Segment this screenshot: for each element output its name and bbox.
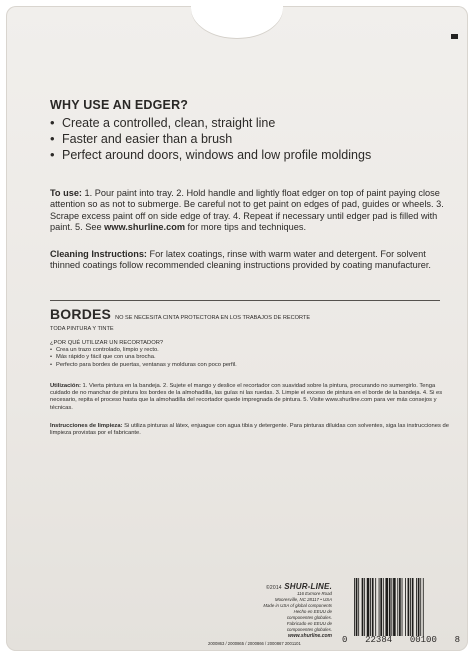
barcode-bar — [423, 578, 424, 636]
list-item: • Perfect around doors, windows and low profile moldings — [50, 147, 372, 162]
barcode-bar — [380, 578, 382, 636]
upc-barcode — [342, 578, 460, 650]
brand-logo — [262, 582, 332, 591]
brand-name: SHUR-LINE. — [284, 582, 332, 591]
barcode-digits — [342, 635, 460, 645]
barcode-bar — [416, 578, 417, 636]
bordes-subtitle: TODA PINTURA Y TINTE — [50, 326, 114, 332]
address-line: Made in USA of global components — [263, 603, 332, 608]
to-use-label: To use: — [50, 188, 82, 198]
address-line: componentes globales. — [286, 615, 332, 620]
barcode-bar — [397, 578, 398, 636]
barcode-bar — [379, 578, 380, 636]
barcode-bar — [385, 578, 388, 636]
website-link: www.shurline.com — [104, 222, 185, 233]
hang-tab-hole — [191, 6, 283, 38]
part-numbers: 2000863 / 2000865 / 2000866 / 2000867 2001101 — [208, 641, 301, 646]
section-divider — [50, 300, 440, 301]
barcode-bar — [383, 578, 384, 636]
barcode-bar — [420, 578, 421, 636]
list-item: • Faster and easier than a brush — [50, 131, 233, 146]
barcode-bar — [372, 578, 374, 636]
address-line: Mooresville, NC 28117 • USA — [274, 597, 332, 602]
bullet-icon: • — [50, 147, 55, 162]
copyright: ©2014 — [265, 585, 282, 591]
address-line: Fabricado en EEUU de — [286, 621, 332, 626]
cleaning-paragraph — [50, 249, 455, 272]
to-use-text: 1. Pour paint into tray. 2. Hold handle and lightly float edger on top of paint paying close attention so as not to submerge. Be careful not to get paint on edges of pad, guides or wheels. 3. Scrape excess paint off on side edge of tray. 4. Repeat if necessary until edger pad is filled with paint. 5. See — [50, 188, 444, 233]
barcode-bar — [399, 578, 401, 636]
why-title: WHY USE AN EDGER? — [50, 98, 189, 112]
barcode-bar — [393, 578, 396, 636]
barcode-bar — [418, 578, 420, 636]
address-line: Hecho en EEUU de — [293, 609, 332, 614]
bullet-icon: • — [50, 361, 53, 368]
barcode-bar — [412, 578, 414, 636]
bullet-icon: • — [50, 347, 53, 354]
barcode-bar — [354, 578, 355, 636]
bullet-icon: • — [50, 115, 55, 130]
spanish-cleaning-paragraph — [50, 423, 455, 437]
barcode-bar — [370, 578, 371, 636]
corner-mark — [451, 34, 458, 39]
bordes-note: NO SE NECESITA CINTA PROTECTORA EN LOS TRABAJOS DE RECORTE — [115, 315, 311, 321]
cleaning-text: For latex coatings, rinse with warm water and detergent. For solvent thinned coatings follow recommended cleaning instructions provided by coating manufacturer. — [50, 249, 431, 271]
barcode-bar — [391, 578, 392, 636]
barcode-bar — [362, 578, 364, 636]
spanish-use-paragraph — [50, 383, 455, 412]
barcode-bar — [408, 578, 410, 636]
footer-website: www.shurline.com — [288, 633, 332, 639]
barcode-bar — [367, 578, 370, 636]
barcode-digit-system: 0 — [342, 635, 348, 645]
barcode-bars — [354, 578, 452, 636]
why-list — [50, 115, 450, 163]
barcode-bar — [405, 578, 406, 636]
spanish-use-text: 1. Vierta pintura en la bandeja. 2. Sujete el mango y deslice el recortador con suavidad sobre la pintura, procurando no sumergirlo. Tenga cuidado de no manchar de pintura los bordes de la almohadilla, las guías ni las ruedas. 3. Limpie el exceso de pintura en el borde de la bandeja. 4. Si es necesario, repita el proceso hasta que la almohadilla del recortador quede impregnada de pintura. 5. Visite www.shurline.com para ver más consejos y técnicas. — [50, 383, 443, 411]
cleaning-label: Cleaning Instructions: — [50, 249, 147, 259]
barcode-bar — [358, 578, 359, 636]
address-line: 116 Exmore Road — [296, 591, 332, 596]
barcode-bar — [356, 578, 358, 636]
list-item: • Más rápido y fácil que con una brocha. — [50, 354, 156, 361]
barcode-digit-left: 22384 — [365, 635, 393, 645]
spanish-cleaning-text: Si utiliza pinturas al látex, enjuague con agua tibia y detergente. Para pinturas diluidas con solventes, siga las instrucciones de limpieza provistas por el fabricante. — [50, 423, 449, 437]
barcode-digit-right: 00100 — [409, 635, 437, 645]
list-item: • Crea un trazo controlado, limpio y recto. — [50, 347, 159, 354]
spanish-use-label: Utilización: — [50, 383, 81, 389]
list-item: • Create a controlled, clean, straight line — [50, 115, 276, 130]
spanish-why-section — [50, 340, 270, 369]
barcode-bar — [389, 578, 391, 636]
bordes-heading — [50, 308, 450, 335]
barcode-bar — [364, 578, 365, 636]
to-use-tail: for more tips and techniques. — [185, 222, 307, 233]
barcode-bar — [402, 578, 403, 636]
to-use-paragraph — [50, 188, 455, 234]
spanish-why-list — [50, 347, 270, 369]
list-item: • Perfecto para bordes de puertas, ventanas y molduras con poco perfil. — [50, 361, 237, 368]
bordes-title: BORDES — [50, 306, 112, 322]
bullet-icon: • — [50, 354, 53, 361]
brand-block — [262, 582, 332, 639]
spanish-why-title: ¿POR QUÉ UTILIZAR UN RECORTADOR? — [50, 340, 164, 346]
barcode-digit-check: 8 — [454, 635, 460, 645]
barcode-bar — [410, 578, 411, 636]
spanish-cleaning-label: Instrucciones de limpieza: — [50, 423, 123, 429]
product-card-back — [6, 6, 468, 651]
barcode-bar — [375, 578, 376, 636]
address-line: componentes globales. — [286, 627, 332, 632]
bullet-icon: • — [50, 131, 55, 146]
